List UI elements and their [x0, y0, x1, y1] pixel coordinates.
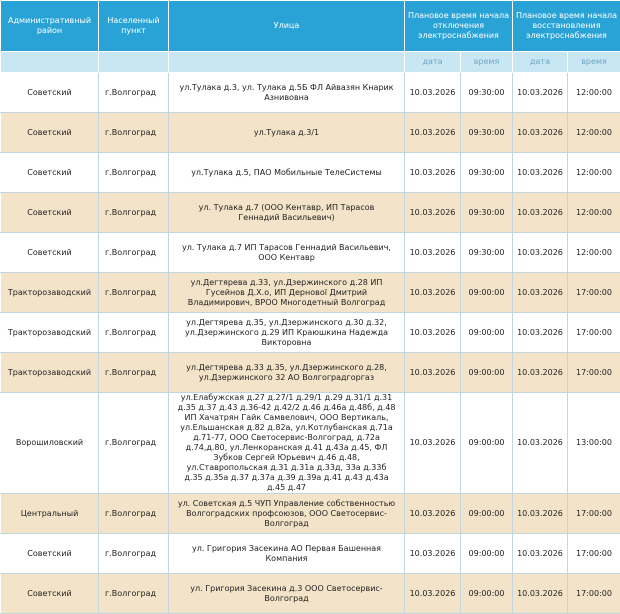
table-row: [1, 574, 620, 614]
header-locality: Населенный пункт: [99, 1, 169, 52]
table-row: [1, 113, 620, 153]
on-date-cell: 10.03.2026: [513, 353, 568, 393]
locality-cell: г.Волгоград: [99, 353, 169, 393]
locality-cell: г.Волгоград: [99, 153, 169, 193]
locality-cell: г.Волгоград: [99, 193, 169, 233]
off-time-cell: 09:00:00: [461, 534, 513, 574]
header-row: [1, 1, 620, 52]
on-date-cell: 10.03.2026: [513, 113, 568, 153]
on-date-cell: 10.03.2026: [513, 534, 568, 574]
on-date-cell: 10.03.2026: [513, 393, 568, 494]
district-cell: Тракторозаводский: [1, 313, 99, 353]
street-cell: ул.Тулака д.5, ПАО Мобильные ТелеСистемы: [169, 153, 405, 193]
district-cell: Советский: [1, 73, 99, 113]
on-date-cell: 10.03.2026: [513, 313, 568, 353]
on-time-cell: 17:00:00: [568, 574, 620, 614]
locality-cell: г.Волгоград: [99, 393, 169, 494]
on-time-cell: 17:00:00: [568, 534, 620, 574]
table-row: [1, 534, 620, 574]
street-cell: ул.Тулака д.3/1: [169, 113, 405, 153]
off-time-cell: 09:00:00: [461, 494, 513, 534]
table-row: [1, 233, 620, 273]
locality-cell: г.Волгоград: [99, 313, 169, 353]
off-time-cell: 09:30:00: [461, 193, 513, 233]
district-cell: Советский: [1, 233, 99, 273]
locality-cell: г.Волгоград: [99, 494, 169, 534]
on-time-cell: 17:00:00: [568, 313, 620, 353]
off-time-cell: 09:30:00: [461, 73, 513, 113]
table-body: [1, 73, 620, 614]
street-cell: ул.Тулака д.3, ул. Тулака д.5Б ФЛ Айвазян Кнарик Азнивовна: [169, 73, 405, 113]
street-cell: ул. Григория Засекина д.3 ООО Светосервис-Волгоград: [169, 574, 405, 614]
table-row: [1, 273, 620, 313]
street-cell: ул.Дегтярева д.35, ул.Дзержинского д.30 д.32, ул.Дзержинского д.29 ИП Краюшкина Надежда Викторовна: [169, 313, 405, 353]
header-district: Административный район: [1, 1, 99, 52]
off-time-cell: 09:30:00: [461, 113, 513, 153]
off-date-cell: 10.03.2026: [405, 313, 461, 353]
street-cell: ул. Григория Засекина АО Первая Башенная Компания: [169, 534, 405, 574]
street-cell: ул.Елабужская д.27 д.27/1 д.29/1 д.29 д.31/1 д.31 д.35 д.37 д.43 д.36-42 д.42/2 д.46 д.46а д.48б, д.48 ИП Хачатрян Гайк Самвелович, ООО Вертикаль, ул.Ельшанская д.82 д.82а, ул.Котлубанская д.71а д.71-77, ООО Светосервис-Волгоград, д.72а д.74,д.80, ул.Ленкоранская д.41 д.43а д.45, ФЛ Зубков Сергей Юрьевич д.46 д.48, ул.Ставропольская д.31 д.31а д.33д, 33а д.33б д.35 д.35а д.37 д.37а д.39 д.39а д.41 д.43 д.43а д.45 д.47: [169, 393, 405, 494]
subheader-row: [1, 52, 620, 73]
off-date-cell: 10.03.2026: [405, 353, 461, 393]
off-date-cell: 10.03.2026: [405, 393, 461, 494]
subheader-empty: [1, 52, 99, 73]
table-row: [1, 393, 620, 494]
on-time-cell: 12:00:00: [568, 153, 620, 193]
district-cell: Советский: [1, 113, 99, 153]
on-date-cell: 10.03.2026: [513, 574, 568, 614]
off-time-cell: 09:00:00: [461, 313, 513, 353]
off-time-cell: 09:30:00: [461, 153, 513, 193]
district-cell: Советский: [1, 534, 99, 574]
on-time-cell: 12:00:00: [568, 233, 620, 273]
table-row: [1, 313, 620, 353]
district-cell: Ворошиловский: [1, 393, 99, 494]
locality-cell: г.Волгоград: [99, 534, 169, 574]
table-row: [1, 494, 620, 534]
header-street: Улица: [169, 1, 405, 52]
on-time-cell: 12:00:00: [568, 73, 620, 113]
locality-cell: г.Волгоград: [99, 574, 169, 614]
off-date-cell: 10.03.2026: [405, 574, 461, 614]
on-time-cell: 17:00:00: [568, 353, 620, 393]
off-date-cell: 10.03.2026: [405, 73, 461, 113]
on-date-cell: 10.03.2026: [513, 193, 568, 233]
table-row: [1, 153, 620, 193]
district-cell: Центральный: [1, 494, 99, 534]
table-row: [1, 353, 620, 393]
street-cell: ул.Дегтярева д.33 д.35, ул.Дзержинского д.28, ул.Дзержинского 32 АО Волгоградгоргаз: [169, 353, 405, 393]
header-on-time: Плановое время начала восстановления электроснабжения: [513, 1, 620, 52]
district-cell: Советский: [1, 193, 99, 233]
off-date-cell: 10.03.2026: [405, 153, 461, 193]
off-date-cell: 10.03.2026: [405, 113, 461, 153]
off-date-cell: 10.03.2026: [405, 193, 461, 233]
off-time-cell: 09:30:00: [461, 233, 513, 273]
locality-cell: г.Волгоград: [99, 73, 169, 113]
on-date-cell: 10.03.2026: [513, 233, 568, 273]
on-time-cell: 17:00:00: [568, 273, 620, 313]
district-cell: Тракторозаводский: [1, 353, 99, 393]
district-cell: Тракторозаводский: [1, 273, 99, 313]
off-date-cell: 10.03.2026: [405, 494, 461, 534]
street-cell: ул.Дегтярева д.33, ул.Дзержинского д.28 ИП Гусейнов Д.Х.о, ИП Дернової Дмитрий Владимирович, ВРОО Многодетный Волгоград: [169, 273, 405, 313]
subheader-on-date: дата: [513, 52, 568, 73]
street-cell: ул. Тулака д.7 (ООО Кентавр, ИП Тарасов Геннадий Васильевич): [169, 193, 405, 233]
district-cell: Советский: [1, 153, 99, 193]
off-time-cell: 09:00:00: [461, 574, 513, 614]
subheader-empty: [99, 52, 169, 73]
on-time-cell: 12:00:00: [568, 113, 620, 153]
on-date-cell: 10.03.2026: [513, 494, 568, 534]
subheader-empty: [169, 52, 405, 73]
header-off-time: Плановое время начала отключения электроснабжения: [405, 1, 513, 52]
locality-cell: г.Волгоград: [99, 233, 169, 273]
on-time-cell: 12:00:00: [568, 193, 620, 233]
off-time-cell: 09:00:00: [461, 273, 513, 313]
on-date-cell: 10.03.2026: [513, 73, 568, 113]
street-cell: ул. Тулака д.7 ИП Тарасов Геннадий Васильевич, ООО Кентавр: [169, 233, 405, 273]
off-date-cell: 10.03.2026: [405, 233, 461, 273]
district-cell: Советский: [1, 574, 99, 614]
on-time-cell: 17:00:00: [568, 494, 620, 534]
off-date-cell: 10.03.2026: [405, 534, 461, 574]
on-date-cell: 10.03.2026: [513, 153, 568, 193]
on-time-cell: 13:00:00: [568, 393, 620, 494]
table-row: [1, 73, 620, 113]
street-cell: ул. Советская д.5 ЧУП Управление собственностью Волгоградских профсоюзов, ООО Светосервис-Волгоград: [169, 494, 405, 534]
off-time-cell: 09:00:00: [461, 353, 513, 393]
off-date-cell: 10.03.2026: [405, 273, 461, 313]
locality-cell: г.Волгоград: [99, 113, 169, 153]
subheader-on-time: время: [568, 52, 620, 73]
table-row: [1, 193, 620, 233]
off-time-cell: 09:00:00: [461, 393, 513, 494]
on-date-cell: 10.03.2026: [513, 273, 568, 313]
subheader-off-date: дата: [405, 52, 461, 73]
locality-cell: г.Волгоград: [99, 273, 169, 313]
subheader-off-time: время: [461, 52, 513, 73]
